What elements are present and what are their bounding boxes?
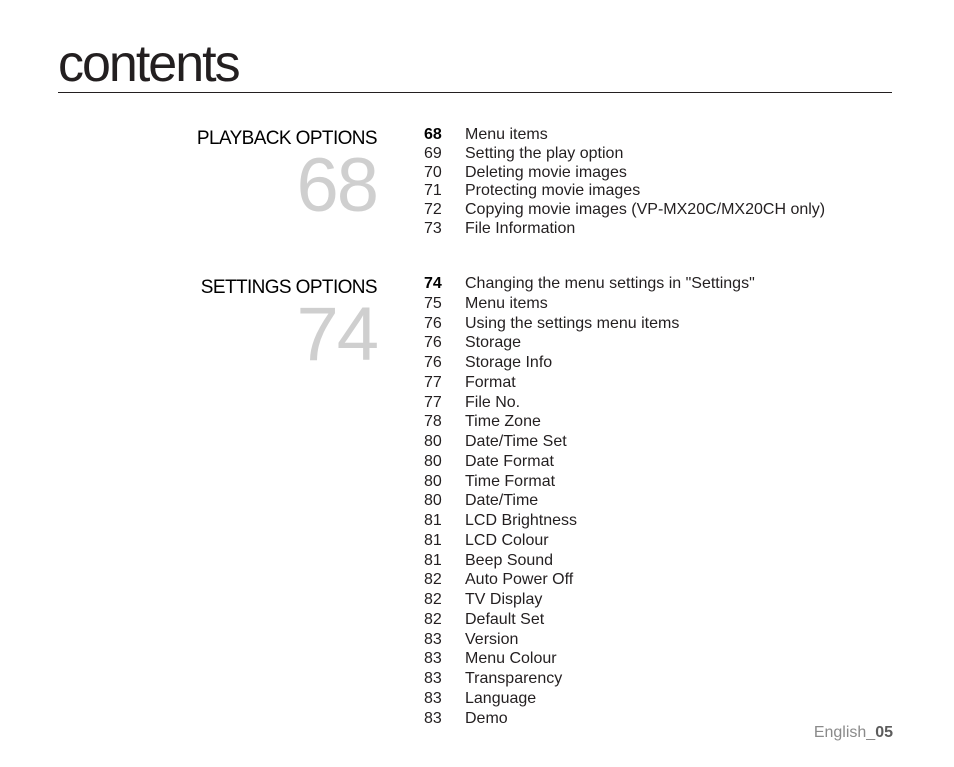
toc-entry[interactable]: [424, 412, 755, 432]
toc-entry-page-number: 76: [424, 334, 442, 352]
toc-entry-title: Format: [465, 373, 516, 391]
toc-entry-page-number: 74: [424, 275, 442, 292]
toc-entry-page-number: 76: [424, 354, 442, 371]
toc-entry[interactable]: [424, 432, 755, 452]
toc-entry-title: Copying movie images (VP-MX20C/MX20CH only): [465, 201, 826, 219]
toc-entry[interactable]: [424, 201, 825, 220]
toc-entry-title: Date/Time Set: [465, 433, 567, 450]
toc-entry[interactable]: [424, 373, 755, 393]
section-title-playback-options: PLAYBACK OPTIONS: [196, 128, 377, 149]
toc-entry-title: Default Set: [465, 610, 545, 628]
toc-entry[interactable]: [424, 590, 755, 610]
toc-entry[interactable]: [424, 274, 755, 294]
toc-entry[interactable]: [424, 294, 755, 314]
toc-entry-title: Transparency: [465, 670, 563, 687]
toc-entry[interactable]: [424, 649, 755, 669]
toc-list-playback-options: [424, 126, 825, 239]
toc-entry[interactable]: [424, 669, 755, 689]
section-title-settings-options: SETTINGS OPTIONS: [200, 277, 377, 298]
toc-entry[interactable]: [424, 570, 755, 590]
toc-entry-page-number: 82: [424, 610, 442, 628]
toc-entry-title: Using the settings menu items: [465, 314, 680, 332]
footer-language: English_: [813, 724, 876, 741]
toc-entry-title: LCD Colour: [465, 531, 549, 549]
toc-entry-title: Menu items: [465, 294, 548, 312]
toc-entry-title: Date Format: [465, 452, 554, 470]
toc-entry-page-number: 75: [424, 294, 442, 312]
toc-entry[interactable]: [424, 491, 755, 511]
toc-entry-page-number: 81: [424, 551, 442, 569]
toc-entry-page-number: 73: [424, 219, 442, 237]
toc-entry-page-number: 83: [424, 630, 442, 648]
toc-entry[interactable]: [424, 630, 755, 650]
toc-entry-page-number: 77: [424, 393, 442, 411]
toc-entry-page-number: 80: [424, 472, 442, 490]
toc-entry-page-number: 81: [424, 531, 442, 549]
toc-entry[interactable]: [424, 709, 755, 729]
toc-entry-title: Time Zone: [465, 413, 541, 431]
footer-page-number: 05: [875, 724, 893, 741]
section-number-settings-options: 74: [296, 292, 377, 377]
toc-entry-title: Deleting movie images: [465, 163, 627, 181]
toc-entry-page-number: 78: [424, 413, 442, 431]
toc-entry-page-number: 82: [424, 571, 442, 589]
page-footer: [814, 724, 893, 742]
toc-entry[interactable]: [424, 164, 825, 183]
toc-entry[interactable]: [424, 551, 755, 571]
toc-list-settings-options: [424, 274, 755, 728]
toc-entry-title: Storage Info: [465, 354, 553, 371]
section-number-playback-options: 68: [296, 143, 377, 228]
toc-entry-title: Beep Sound: [465, 551, 554, 569]
toc-entry[interactable]: [424, 145, 825, 164]
toc-entry-page-number: 80: [424, 433, 442, 450]
toc-entry-page-number: 76: [424, 314, 442, 332]
toc-entry-title: Menu items: [465, 126, 548, 143]
toc-entry[interactable]: [424, 472, 755, 492]
toc-entry[interactable]: [424, 511, 755, 531]
toc-entry-title: Time Format: [465, 472, 556, 490]
toc-entry[interactable]: [424, 689, 755, 709]
toc-entry-page-number: 83: [424, 689, 442, 707]
page-title: contents: [58, 35, 239, 93]
toc-entry-page-number: 68: [424, 126, 442, 143]
toc-entry[interactable]: [424, 531, 755, 551]
toc-entry-title: File No.: [465, 393, 521, 411]
toc-entry[interactable]: [424, 126, 825, 145]
toc-entry-title: TV Display: [465, 591, 543, 608]
toc-entry[interactable]: [424, 353, 755, 373]
toc-entry-page-number: 70: [424, 163, 442, 181]
toc-entry-page-number: 77: [424, 373, 442, 391]
toc-entry-page-number: 72: [424, 201, 442, 219]
toc-entry-title: LCD Brightness: [465, 512, 578, 529]
toc-entry-page-number: 80: [424, 452, 442, 470]
toc-entry-page-number: 80: [424, 492, 442, 510]
toc-entry-title: Date/Time: [465, 492, 539, 510]
toc-entry-title: Auto Power Off: [465, 571, 574, 589]
toc-entry[interactable]: [424, 393, 755, 413]
toc-entry-title: File Information: [465, 219, 576, 237]
toc-entry-page-number: 69: [424, 144, 442, 162]
toc-entry-title: Version: [465, 630, 519, 648]
toc-entry-title: Protecting movie images: [465, 182, 641, 200]
toc-entry-page-number: 83: [424, 670, 442, 687]
toc-entry[interactable]: [424, 452, 755, 472]
toc-entry-title: Storage: [465, 334, 522, 352]
toc-entry-page-number: 83: [424, 709, 442, 727]
toc-entry[interactable]: [424, 314, 755, 334]
toc-entry-title: Setting the play option: [465, 144, 624, 162]
toc-entry-page-number: 83: [424, 650, 442, 668]
toc-entry[interactable]: [424, 182, 825, 201]
toc-entry[interactable]: [424, 333, 755, 353]
toc-entry[interactable]: [424, 610, 755, 630]
toc-entry[interactable]: [424, 220, 825, 239]
toc-entry-page-number: 71: [424, 182, 442, 200]
title-divider: [58, 92, 892, 93]
toc-entry-page-number: 82: [424, 591, 442, 608]
toc-entry-title: Menu Colour: [465, 650, 557, 668]
toc-entry-title: Demo: [465, 709, 508, 727]
toc-entry-title: Language: [465, 689, 537, 707]
toc-entry-title: Changing the menu settings in "Settings": [465, 275, 755, 292]
toc-entry-page-number: 81: [424, 512, 442, 529]
